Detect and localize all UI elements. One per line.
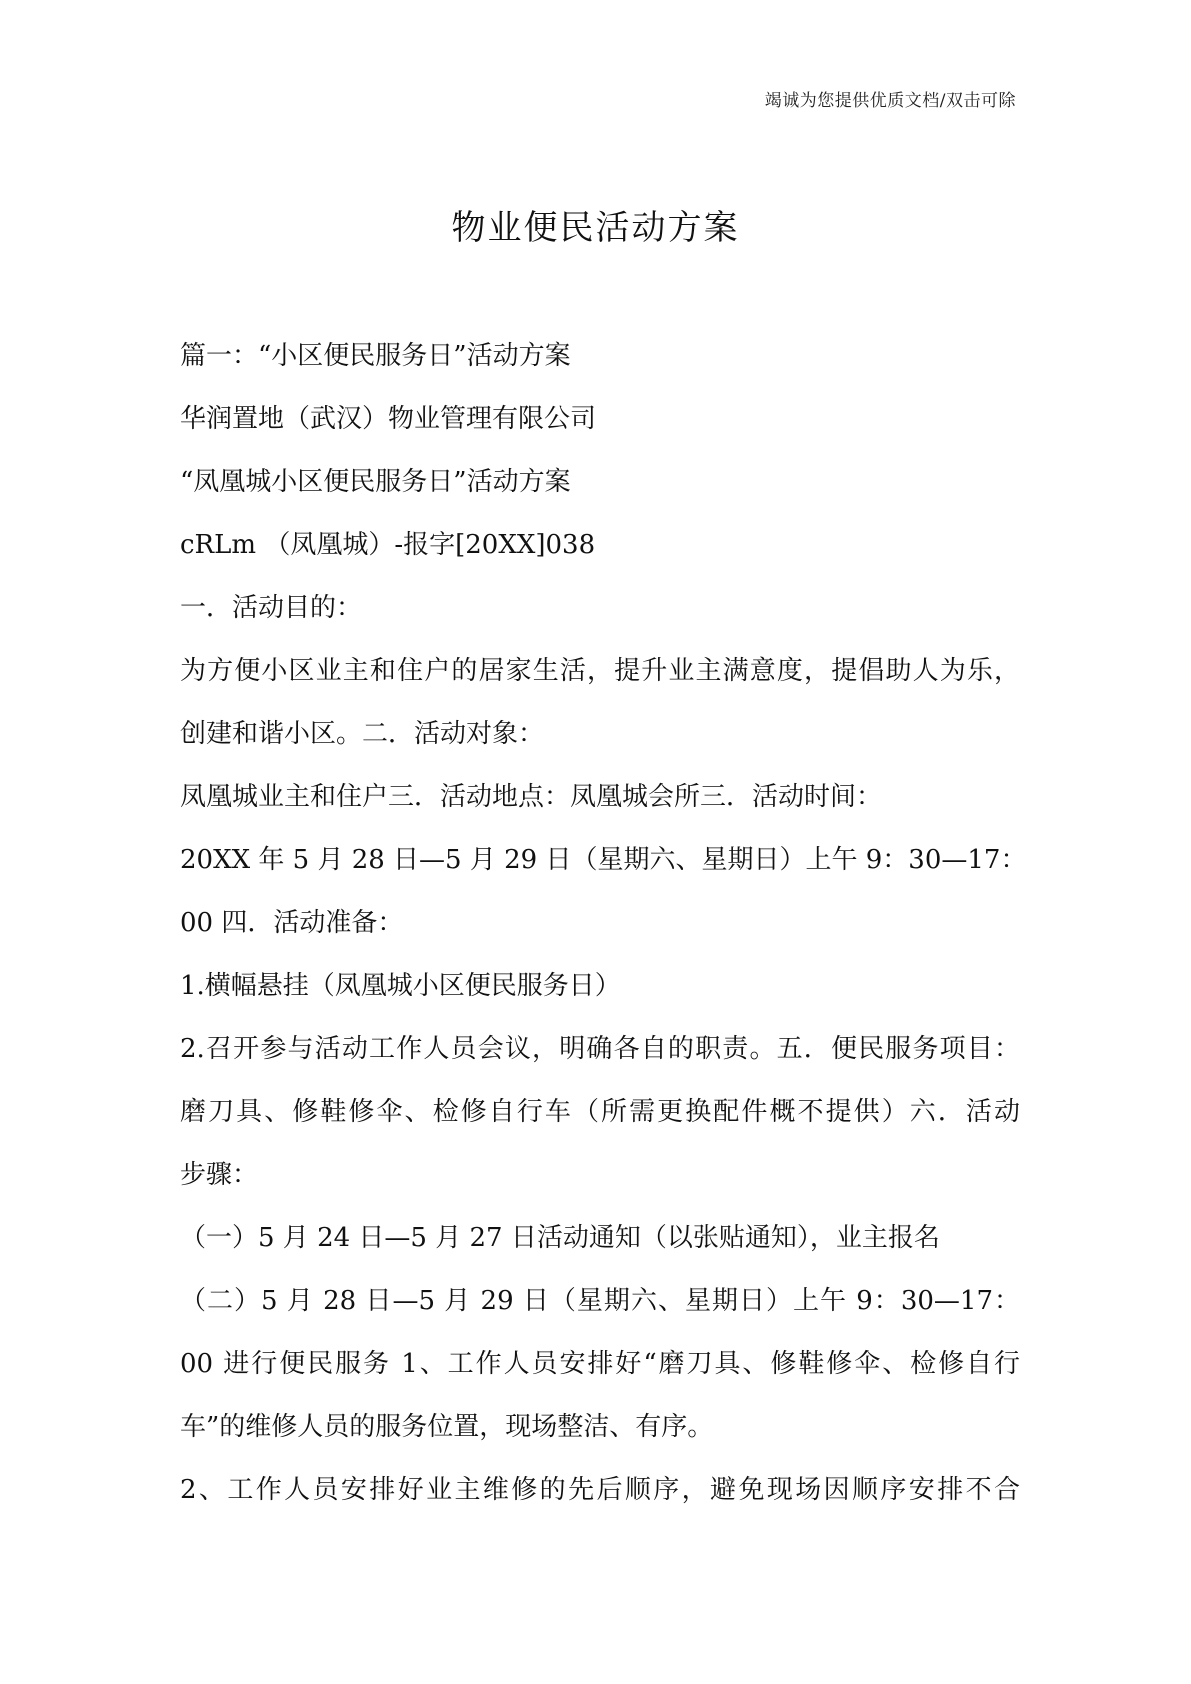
text-line: “凤凰城小区便民服务日”活动方案	[180, 467, 571, 497]
document-title: 物业便民活动方案	[451, 208, 740, 248]
text-line: （一）5 月 24 日—5 月 27 日活动通知（以张贴通知），业主报名	[180, 1223, 940, 1253]
text-line: cRLm （凤凰城）-报字[20XX]038	[180, 530, 596, 560]
text-line: 磨刀具、修鞋修伞、检修自行车（所需更换配件概不提供）六．活动	[180, 1097, 1020, 1127]
text-line: 00 四．活动准备：	[180, 908, 404, 938]
text-line: 为方便小区业主和住户的居家生活，提升业主满意度，提倡助人为乐，	[180, 656, 1020, 686]
text-line: 创建和谐小区。二．活动对象：	[180, 719, 545, 749]
text-line: 凤凰城业主和住户三．活动地点：凤凰城会所三．活动时间：	[180, 782, 883, 812]
text-line: 步骤：	[180, 1160, 259, 1190]
text-line: 华润置地（武汉）物业管理有限公司	[180, 404, 597, 434]
text-line: 00 进行便民服务 1、工作人员安排好“磨刀具、修鞋修伞、检修自行	[180, 1349, 1020, 1379]
text-line: （二）5 月 28 日—5 月 29 日（星期六、星期日）上午 9：30—17：	[180, 1286, 1020, 1316]
text-line: 1.横幅悬挂（凤凰城小区便民服务日）	[180, 971, 621, 1001]
text-line: 20XX 年 5 月 28 日—5 月 29 日（星期六、星期日）上午 9：30—17：	[180, 845, 1027, 875]
text-line: 2、工作人员安排好业主维修的先后顺序，避免现场因顺序安排不合	[180, 1475, 1020, 1505]
document-body	[180, 336, 1027, 1533]
text-line: 2.召开参与活动工作人员会议，明确各自的职责。五．便民服务项目：	[180, 1034, 1020, 1064]
text-line: 篇一：“小区便民服务日”活动方案	[180, 341, 571, 371]
text-line: 一．活动目的：	[180, 593, 363, 623]
text-line: 车”的维修人员的服务位置，现场整洁、有序。	[180, 1412, 714, 1442]
header-note: 竭诚为您提供优质文档/双击可除	[764, 91, 1016, 111]
